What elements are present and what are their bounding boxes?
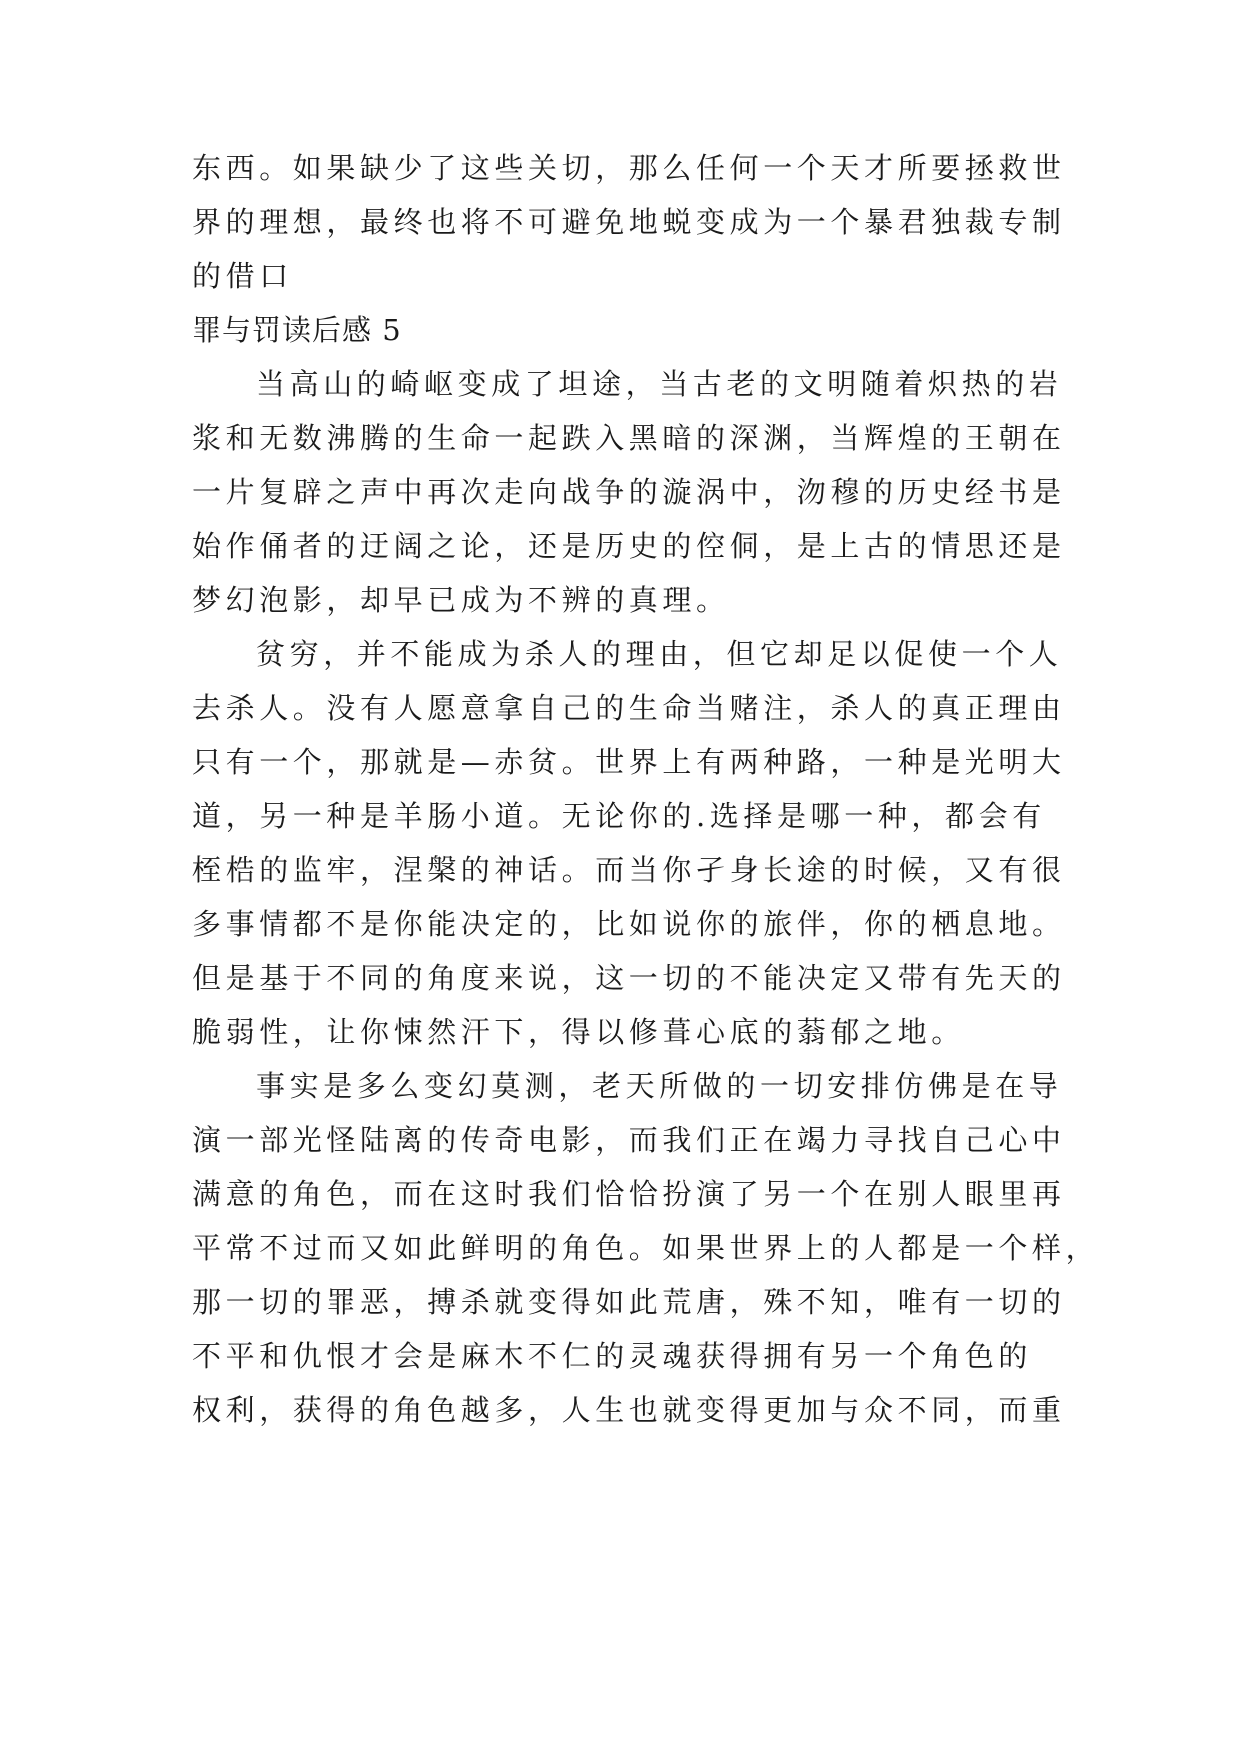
text-line: 桎梏的监牢，涅槃的神话。而当你孑身长途的时候，又有很 bbox=[192, 853, 1066, 887]
text-line: 梦幻泡影，却早已成为不辨的真理。 bbox=[192, 583, 730, 617]
paragraph-first-line: 当高山的崎岖变成了坦途，当古老的文明随着炽热的岩 bbox=[256, 367, 1063, 401]
text-line: 演一部光怪陆离的传奇电影，而我们正在竭力寻找自己心中 bbox=[192, 1123, 1066, 1157]
text-line: 只有一个，那就是—赤贫。世界上有两种路，一种是光明大 bbox=[192, 745, 1066, 779]
text-line: 权利，获得的角色越多，人生也就变得更加与众不同，而重 bbox=[192, 1393, 1066, 1427]
text-line: 界的理想，最终也将不可避免地蜕变成为一个暴君独裁专制 bbox=[192, 205, 1066, 239]
text-line: 道，另一种是羊肠小道。无论你的.选择是哪一种，都会有 bbox=[192, 799, 1046, 833]
text-line: 始作俑者的迂阔之论，还是历史的倥侗，是上古的情思还是 bbox=[192, 529, 1066, 563]
text-line: 脆弱性，让你悚然汗下，得以修葺心底的蓊郁之地。 bbox=[192, 1015, 965, 1049]
text-line: 浆和无数沸腾的生命一起跌入黑暗的深渊，当辉煌的王朝在 bbox=[192, 421, 1066, 455]
text-line: 多事情都不是你能决定的，比如说你的旅伴，你的栖息地。 bbox=[192, 907, 1066, 941]
text-line: 一片复辟之声中再次走向战争的漩涡中，沕穆的历史经书是 bbox=[192, 475, 1066, 509]
section-heading: 罪与罚读后感 5 bbox=[192, 313, 402, 347]
paragraph-first-line: 事实是多么变幻莫测，老天所做的一切安排仿佛是在导 bbox=[256, 1069, 1063, 1103]
text-line: 的借口 bbox=[192, 259, 293, 293]
text-line: 但是基于不同的角度来说，这一切的不能决定又带有先天的 bbox=[192, 961, 1066, 995]
text-line: 去杀人。没有人愿意拿自己的生命当赌注，杀人的真正理由 bbox=[192, 691, 1066, 725]
text-line: 不平和仇恨才会是麻木不仁的灵魂获得拥有另一个角色的 bbox=[192, 1339, 1033, 1373]
paragraph-first-line: 贫穷，并不能成为杀人的理由，但它却足以促使一个人 bbox=[256, 637, 1063, 671]
text-line: 东西。如果缺少了这些关切，那么任何一个天才所要拯救世 bbox=[192, 151, 1066, 185]
text-line: 平常不过而又如此鲜明的角色。如果世界上的人都是一个样， bbox=[192, 1231, 1100, 1265]
text-line: 那一切的罪恶，搏杀就变得如此荒唐，殊不知，唯有一切的 bbox=[192, 1285, 1066, 1319]
text-line: 满意的角色，而在这时我们恰恰扮演了另一个在别人眼里再 bbox=[192, 1177, 1066, 1211]
